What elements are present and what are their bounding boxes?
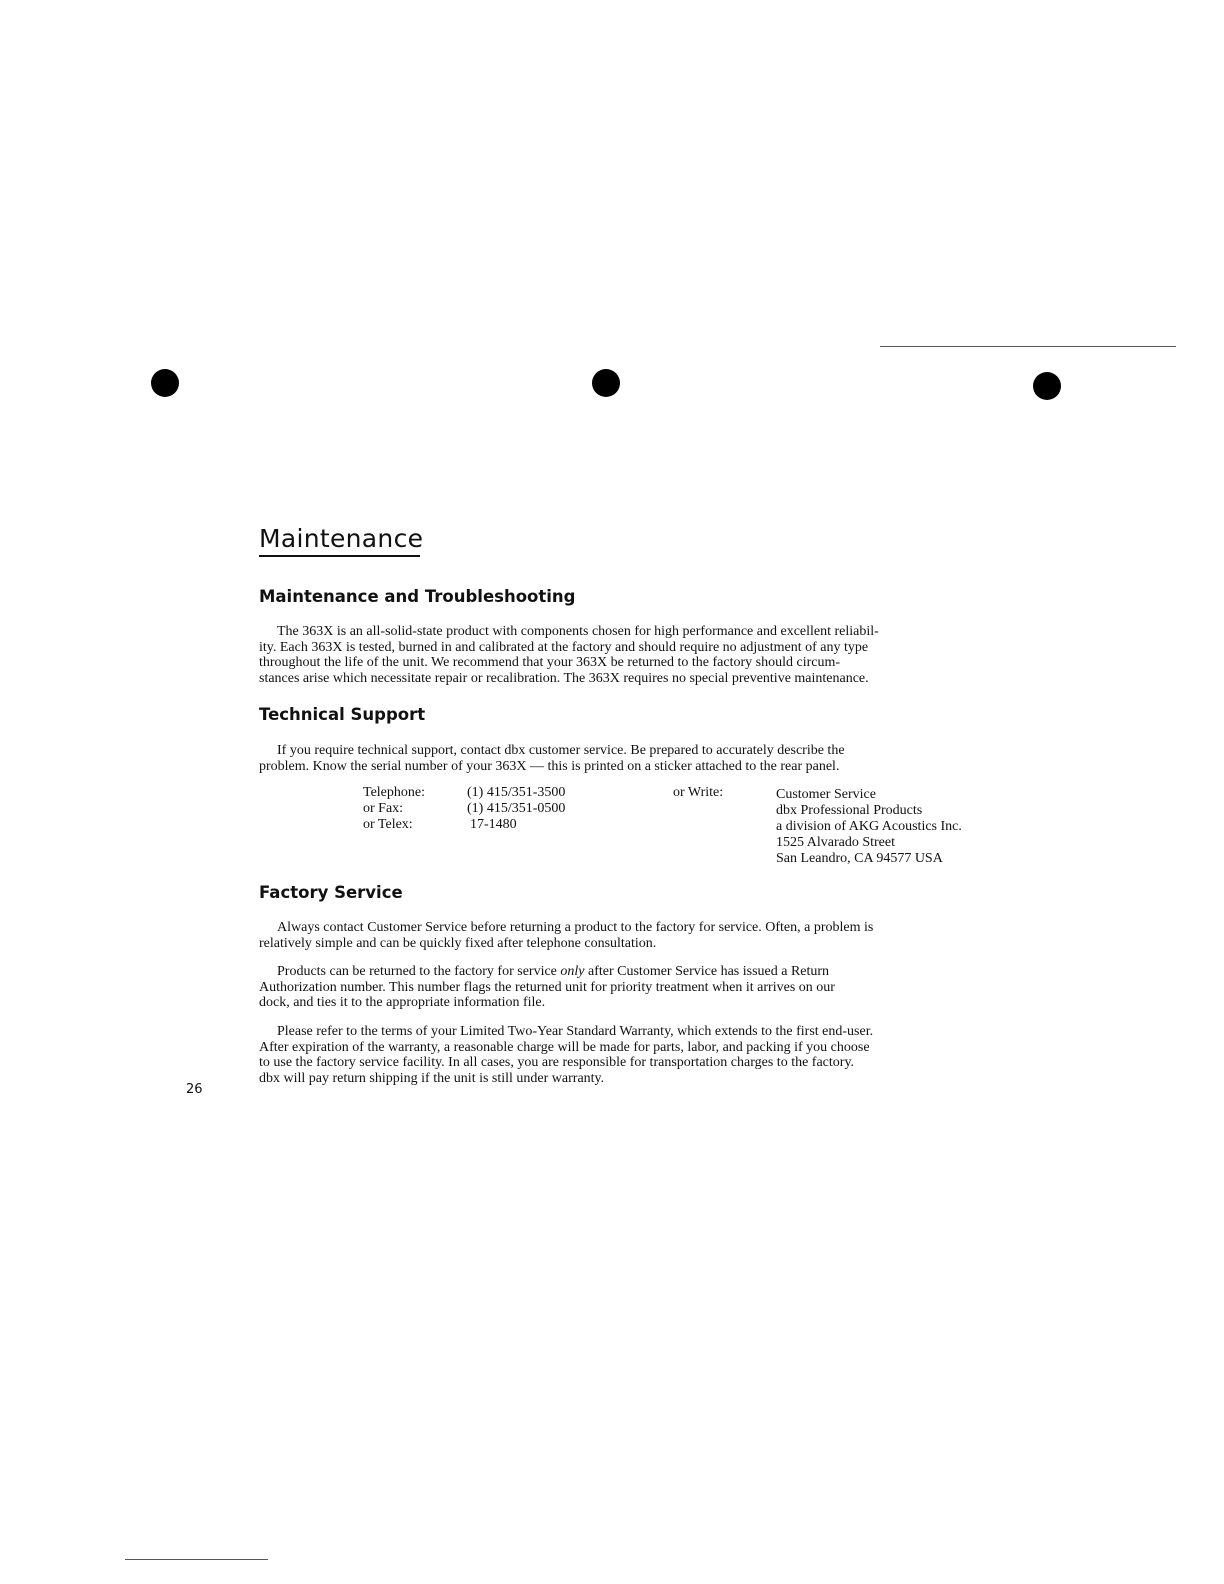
write-label: or Write:	[673, 785, 724, 800]
paragraph-maintenance	[259, 624, 959, 686]
text-run: Products can be returned to the factory for service	[277, 964, 561, 979]
text-line: dock, and ties it to the appropriate information file.	[259, 995, 546, 1010]
text-line: If you require technical support, contact dbx customer service. Be prepared to accurately describe the	[277, 743, 845, 758]
text-line: Please refer to the terms of your Limited Two-Year Standard Warranty, which extends to the first end-user.	[277, 1024, 874, 1039]
binder-hole-right	[1033, 372, 1061, 400]
address-line: 1525 Alvarado Street	[776, 835, 895, 850]
page-title: Maintenance	[259, 524, 424, 553]
address-line: San Leandro, CA 94577 USA	[776, 851, 943, 866]
fax-label: or Fax:	[363, 801, 404, 816]
binder-hole-left	[151, 369, 179, 397]
text-line: Authorization number. This number flags the returned unit for priority treatment when it arrives on our	[259, 979, 835, 995]
emphasis-only: only	[560, 964, 585, 979]
scan-rule-bottom	[125, 1559, 268, 1560]
contact-labels	[363, 785, 425, 833]
paragraph-factory-contact	[259, 920, 959, 951]
text-line: throughout the life of the unit. We recommend that your 363X be returned to the factory should circum-	[259, 655, 841, 670]
text-line: After expiration of the warranty, a reasonable charge will be made for parts, labor, and packing if you choose	[259, 1039, 870, 1055]
telephone-number: (1) 415/351-3500	[467, 785, 566, 800]
text-line: ity. Each 363X is tested, burned in and calibrated at the factory and should require no adjustment of any type	[259, 639, 869, 655]
fax-number: (1) 415/351-0500	[467, 801, 566, 816]
paragraph-return-authorization	[259, 964, 959, 1011]
telephone-label: Telephone:	[363, 785, 425, 800]
scan-rule-top	[880, 346, 1176, 347]
text-line	[259, 964, 959, 980]
address-line: Customer Service	[776, 787, 876, 802]
text-line: to use the factory service facility. In all cases, you are responsible for transportation charges to the factory.	[259, 1055, 855, 1070]
text-line: Always contact Customer Service before returning a product to the factory for service. Often, a problem is	[277, 920, 874, 935]
contact-numbers	[467, 785, 565, 833]
telex-number: 17-1480	[470, 817, 517, 832]
text-run: after Customer Service has issued a Return	[584, 964, 830, 979]
paragraph-technical-support	[259, 743, 959, 774]
address-line: a division of AKG Acoustics Inc.	[776, 819, 962, 834]
binder-hole-center	[592, 369, 620, 397]
paragraph-warranty	[259, 1024, 959, 1086]
address-line: dbx Professional Products	[776, 803, 923, 818]
telex-label: or Telex:	[363, 817, 413, 832]
heading-maintenance-troubleshooting: Maintenance and Troubleshooting	[259, 587, 576, 606]
text-line: dbx will pay return shipping if the unit is still under warranty.	[259, 1070, 605, 1086]
mailing-address	[776, 787, 962, 867]
heading-factory-service: Factory Service	[259, 883, 403, 902]
page-number: 26	[186, 1082, 203, 1097]
text-line: stances arise which necessitate repair or recalibration. The 363X requires no special preventive maintenance.	[259, 670, 869, 686]
text-line: problem. Know the serial number of your 363X — this is printed on a sticker attached to the rear panel.	[259, 758, 840, 774]
heading-technical-support: Technical Support	[259, 705, 426, 724]
text-line: The 363X is an all-solid-state product with components chosen for high performance and excellent reliabil-	[277, 624, 879, 639]
title-underline	[259, 555, 420, 557]
text-line: relatively simple and can be quickly fixed after telephone consultation.	[259, 935, 657, 951]
